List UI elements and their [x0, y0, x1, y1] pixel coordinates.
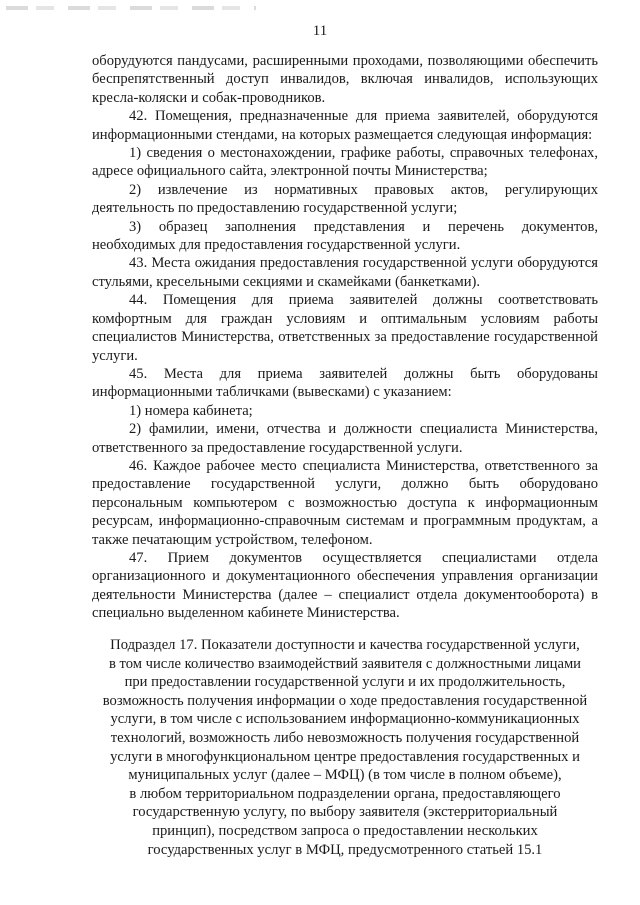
paragraph-6: 44. Помещения для приема заявителей должны соответствовать комфортным для граждан условиям и оптимальным условиям работы специалистов Министерства, ответственных за предоставление государственной услуги.	[92, 292, 598, 364]
paragraph-8: 1) номера кабинета;	[129, 402, 253, 419]
paragraph-10: 46. Каждое рабочее место специалиста Министерства, ответственного за предоставление государственной услуги, должно быть оборудовано персональным компьютером с возможностью доступа к информационным ресурсам, информационно-справочным системам и программным продуктам, а также печатающим устройством, телефоном.	[92, 457, 598, 548]
heading-line: муниципальных услуг (далее – МФЦ) (в том числе в полном объеме),	[128, 767, 562, 784]
paragraph-7: 45. Места для приема заявителей должны быть оборудованы информационными табличками (вывесками) с указанием:	[92, 365, 598, 401]
paragraph-0: оборудуются пандусами, расширенными проходами, позволяющими обеспечить беспрепятственный доступ инвалидов, включая инвалидов, использующих кресла-коляски и собак-проводников.	[92, 53, 598, 106]
scan-artifact	[6, 6, 256, 10]
heading-line: при предоставлении государственной услуги и их продолжительность,	[124, 674, 566, 691]
heading-line: услуги в многофункциональном центре предоставления государственных и	[110, 748, 580, 765]
paragraph-5: 43. Места ожидания предоставления государственной услуги оборудуются стульями, кресельными секциями и скамейками (банкетками).	[92, 255, 598, 290]
paragraph-11: 47. Прием документов осуществляется специалистами отдела организационного и документационного обеспечения управления организации деятельности Министерства (далее – специалист отдела документооборота) в специально выделенном кабинете Министерства.	[92, 549, 598, 622]
paragraph-3: 2) извлечение из нормативных правовых актов, регулирующих деятельность по предоставлению государственной услуги;	[92, 181, 598, 217]
paragraph-9: 2) фамилии, имени, отчества и должности специалиста Министерства, ответственного за предоставление государственной услуги.	[92, 421, 598, 456]
paragraph-2: 1) сведения о местонахождении, графике работы, справочных телефонах, адресе официального сайта, электронной почты Министерства;	[92, 145, 598, 180]
body-text	[92, 52, 598, 623]
heading-line: услуги, в том числе с использованием информационно-коммуникационных	[110, 711, 580, 728]
heading-line: в любом территориальном подразделении органа, предоставляющего	[129, 785, 561, 802]
heading-line: государственную услугу, по выбору заявителя (экстерриториальный	[132, 804, 558, 821]
paragraph-4: 3) образец заполнения представления и перечень документов, необходимых для предоставления государственной услуги.	[92, 218, 598, 254]
section-heading	[92, 636, 598, 859]
page-number: 11	[312, 23, 328, 39]
heading-line: возможность получения информации о ходе предоставления государственной	[102, 692, 588, 709]
heading-line: принцип), посредством запроса о предоставлении нескольких	[152, 822, 538, 839]
heading-line: государственных услуг в МФЦ, предусмотренного статьей 15.1	[147, 841, 543, 858]
heading-line: в том числе количество взаимодействий заявителя с должностными лицами	[109, 655, 581, 672]
heading-line: технологий, возможность либо невозможность получения государственной	[110, 729, 580, 746]
heading-line: Подраздел 17. Показатели доступности и качества государственной услуги,	[110, 637, 580, 653]
paragraph-1: 42. Помещения, предназначенные для приема заявителей, оборудуются информационными стендами, на которых размещается следующая информация:	[92, 108, 598, 143]
